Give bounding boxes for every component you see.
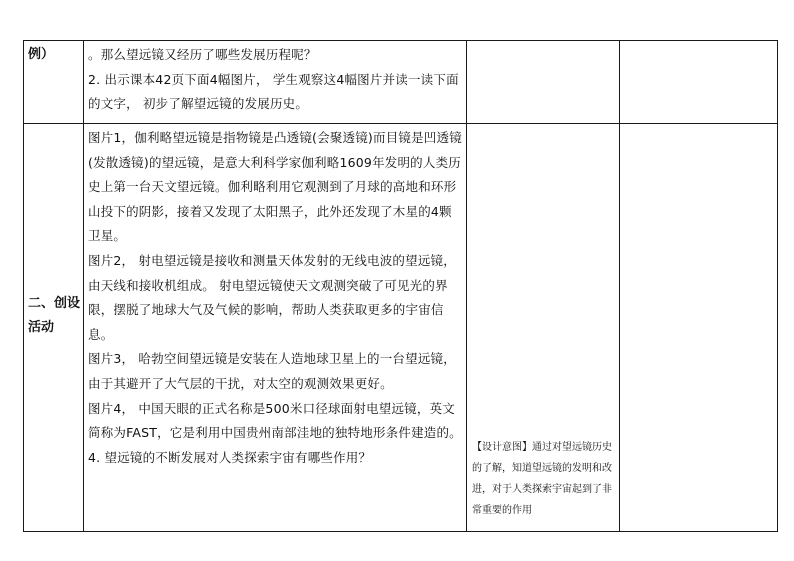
content-paragraph: 图片2， 射电望远镜是接收和测量天体发射的无线电波的望远镜，由天线和接收机组成。 射电望远镜使天文观测突破了可见光的界限，摆脱了地球大气及气候的影响，帮助人类获取更多的宇宙信息。: [88, 252, 456, 342]
content-paragraph: 2. 出示课本42页下面4幅图片， 学生观察这4幅图片并读一读下面的文字， 初步了解望远镜的发展历史。: [88, 71, 459, 112]
activity-content: [84, 41, 466, 117]
content-paragraph: 。那么望远镜又经历了哪些发展历程呢？: [88, 47, 317, 62]
content-paragraph: 图片3， 哈勃空间望远镜是安装在人造地球卫星上的一台望远镜，由于其避开了大气层的干扰，对太空的观测效果更好。: [88, 351, 456, 391]
design-note: 【设计意图】通过对望远镜历史的了解，知道望远镜的发明和改进，对于人类探索宇宙起到了非常重要的作用: [472, 442, 612, 516]
content-cell: [84, 41, 467, 124]
content-paragraph: 图片4， 中国天眼的正式名称是500米口径球面射电望远镜，英文简称为FAST，它是利用中国贵州南部洼地的独特地形条件建造的。: [88, 400, 462, 441]
content-cell: [84, 124, 467, 532]
design-note-cell: [467, 124, 620, 532]
content-paragraph: 4. 望远镜的不断发展对人类探索宇宙有哪些作用？: [88, 449, 372, 465]
stage-cell: [24, 41, 84, 124]
remark-cell: [620, 41, 778, 124]
activity-content: [84, 124, 466, 470]
remark-cell: [620, 124, 778, 532]
design-note-cell: [467, 41, 620, 124]
stage-label: 二、创设活动: [28, 296, 81, 335]
table-row: [24, 41, 778, 124]
stage-label: 例）: [28, 47, 55, 62]
content-paragraph: 图片1，伽利略望远镜是指物镜是凸透镜(会聚透镜)而目镜是凹透镜(发散透镜)的望远镜，是意大利科学家伽利略1609年发明的人类历史上第一台天文望远镜。伽利略利用它观测到了月球的高地和环形山投下的阴影，接着又发现了太阳黑子，此外还发现了木星的4颗卫星。: [88, 130, 462, 244]
table-row: [24, 124, 778, 532]
lesson-plan-table: [23, 40, 778, 532]
stage-cell: [24, 124, 84, 532]
